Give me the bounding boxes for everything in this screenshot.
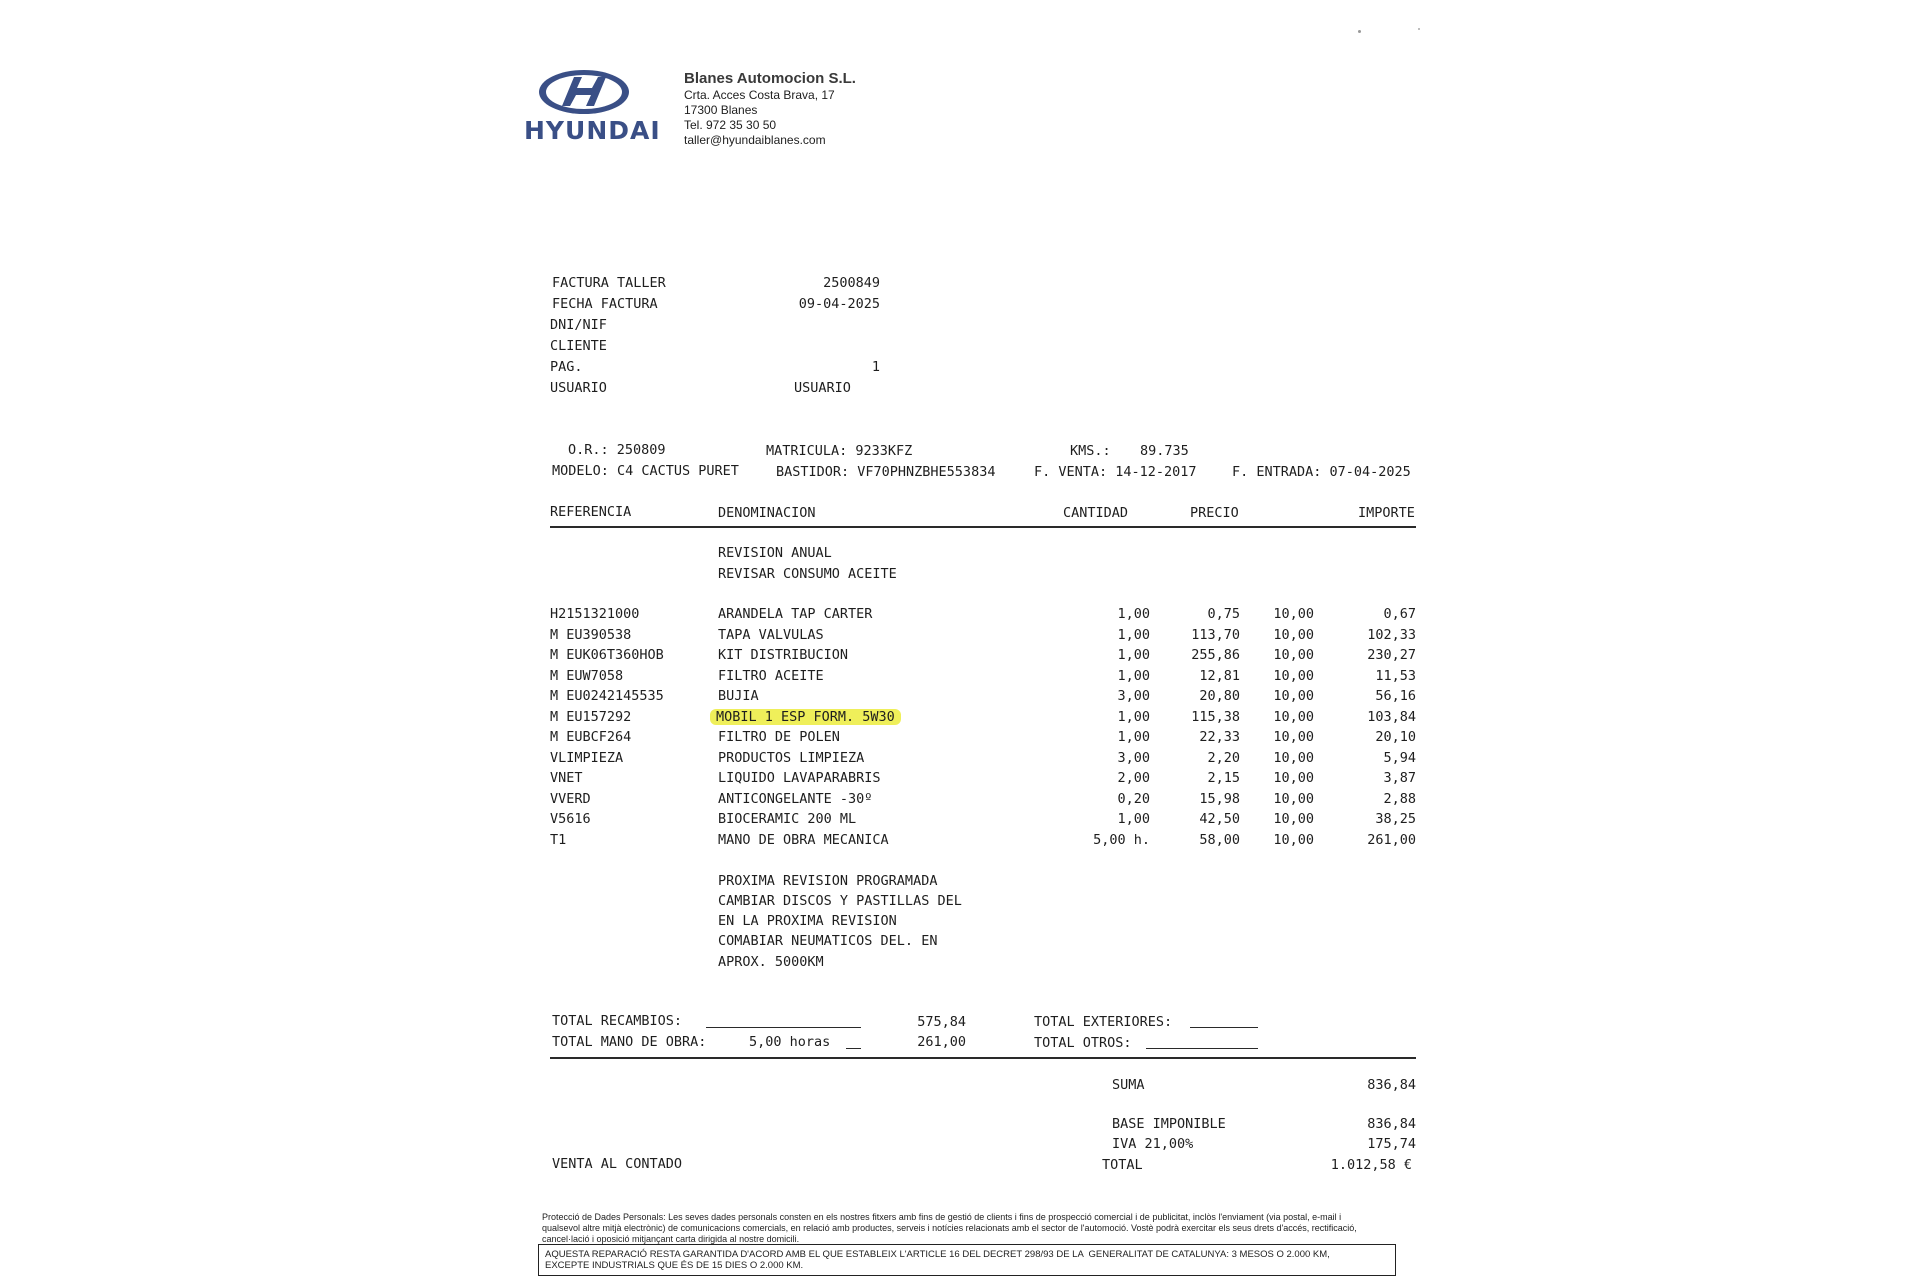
table-row <box>0 688 1920 708</box>
cell-price: 2,20 <box>1207 749 1240 766</box>
table-row <box>0 709 1920 729</box>
cell-price: 113,70 <box>1191 626 1240 643</box>
privacy-line-2: qualsevol altre mitjà electrònic) de comunicacions comercials, en relació amb productes, serveis i notícies relacionats amb el sector de l'automoció. Vostè podrà exercitar els seus drets d'accés, rectificació, <box>542 1223 1357 1233</box>
cell-desc: ANTICONGELANTE -30º <box>718 790 873 807</box>
cell-price: 42,50 <box>1199 811 1240 827</box>
cell-qty: 5,00 h. <box>1093 831 1150 848</box>
company-city: 17300 Blanes <box>684 103 758 117</box>
logo-wordmark: HYUNDAI <box>524 116 661 145</box>
cell-qty: 1,00 <box>1117 667 1150 684</box>
cell-amount: 2,88 <box>1383 790 1416 807</box>
suma-value: 836,84 <box>1367 1077 1416 1093</box>
invoice-number-value: 2500849 <box>823 275 880 291</box>
grand-total-value: 1.012,58 € <box>1330 1157 1412 1173</box>
col-header-cantidad: CANTIDAD <box>1063 505 1129 521</box>
cell-amount: 3,87 <box>1383 770 1416 786</box>
license-plate: MATRICULA: 9233KFZ <box>766 443 913 459</box>
note-line-5: APROX. 5000KM <box>718 954 824 970</box>
page-value: 1 <box>871 359 880 375</box>
header-divider <box>550 526 1416 528</box>
total-mano-obra-hours: 5,00 horas <box>749 1034 831 1050</box>
table-row <box>0 647 1920 667</box>
user-label: USUARIO <box>550 380 607 396</box>
cell-desc: BIOCERAMIC 200 ML <box>718 811 857 827</box>
cell-disc: 10,00 <box>1273 708 1314 725</box>
guarantee-line-1: AQUESTA REPARACIÓ RESTA GARANTIDA D'ACORD AMB EL QUE ESTABLEIX L'ARTICLE 16 DEL DECRET 298/93 DE LA GENERALITAT DE CATALUNYA: 3 MESOS O 2.000 KM, <box>545 1249 1330 1260</box>
cell-price: 15,98 <box>1199 790 1240 807</box>
iva-value: 175,74 <box>1367 1136 1416 1152</box>
cell-desc: FILTRO ACEITE <box>718 667 824 684</box>
table-row <box>0 627 1920 647</box>
table-row <box>0 668 1920 688</box>
cell-amount: 103,84 <box>1367 708 1416 725</box>
page-label: PAG. <box>550 359 583 375</box>
cell-price: 20,80 <box>1199 688 1240 704</box>
cell-amount: 102,33 <box>1367 626 1416 643</box>
cell-price: 0,75 <box>1207 606 1240 622</box>
cell-qty: 3,00 <box>1117 688 1150 704</box>
cell-ref: H2151321000 <box>550 606 640 622</box>
repair-order: O.R.: 250809 <box>568 442 666 458</box>
col-header-referencia: REFERENCIA <box>550 504 632 520</box>
table-row <box>0 811 1920 831</box>
cell-price: 12,81 <box>1199 667 1240 684</box>
cell-ref: VLIMPIEZA <box>550 749 624 766</box>
note-line-2: CAMBIAR DISCOS Y PASTILLAS DEL <box>718 893 962 909</box>
cell-disc: 10,00 <box>1273 790 1314 807</box>
cell-disc: 10,00 <box>1273 667 1314 684</box>
table-row <box>0 770 1920 790</box>
cell-disc: 10,00 <box>1273 770 1314 786</box>
intro-line-2: REVISAR CONSUMO ACEITE <box>718 566 897 582</box>
suma-label: SUMA <box>1112 1077 1145 1093</box>
cell-desc: ARANDELA TAP CARTER <box>718 606 873 622</box>
cell-desc: MANO DE OBRA MECANICA <box>718 831 889 848</box>
table-row <box>0 791 1920 811</box>
guarantee-line-2: EXCEPTE INDUSTRIALS QUE ÉS DE 15 DIES O 2.000 KM. <box>545 1260 804 1271</box>
col-header-importe: IMPORTE <box>1358 505 1415 521</box>
cell-price: 115,38 <box>1191 708 1240 725</box>
cell-desc: FILTRO DE POLEN <box>718 729 840 745</box>
otros-underline <box>1146 1048 1258 1049</box>
cell-qty: 1,00 <box>1117 606 1150 622</box>
vehicle-vin: BASTIDOR: VF70PHNZBHE553834 <box>776 464 996 480</box>
cell-desc: MOBIL 1 ESP FORM. 5W30 <box>710 709 901 725</box>
entry-date: F. ENTRADA: 07-04-2025 <box>1232 464 1411 480</box>
table-row <box>0 750 1920 770</box>
cell-amount: 230,27 <box>1367 647 1416 663</box>
note-line-4: COMABIAR NEUMATICOS DEL. EN <box>718 933 938 949</box>
cell-desc: TAPA VALVULAS <box>718 626 824 643</box>
cell-ref: VVERD <box>550 790 591 807</box>
company-address: Crta. Acces Costa Brava, 17 <box>684 88 835 102</box>
cell-amount: 20,10 <box>1375 729 1416 745</box>
cell-price: 22,33 <box>1199 729 1240 745</box>
cell-desc: PRODUCTOS LIMPIEZA <box>718 749 865 766</box>
kms-value: 89.735 <box>1140 443 1189 459</box>
cell-qty: 1,00 <box>1117 729 1150 745</box>
company-logo <box>524 68 661 146</box>
table-row <box>0 729 1920 749</box>
recambios-underline <box>706 1027 861 1028</box>
base-imponible-value: 836,84 <box>1367 1116 1416 1132</box>
cell-qty: 1,00 <box>1117 708 1150 725</box>
cell-ref: M EU0242145535 <box>550 688 664 704</box>
iva-label: IVA 21,00% <box>1112 1136 1194 1152</box>
total-exteriores-label: TOTAL EXTERIORES: <box>1034 1014 1173 1030</box>
sale-date: F. VENTA: 14-12-2017 <box>1034 464 1197 480</box>
total-otros-label: TOTAL OTROS: <box>1034 1035 1132 1051</box>
cell-amount: 38,25 <box>1375 811 1416 827</box>
cell-qty: 1,00 <box>1117 811 1150 827</box>
cell-ref: M EUBCF264 <box>550 729 632 745</box>
privacy-line-1: Protecció de Dades Personals: Les seves dades personals consten en els nostres fitxers amb fins de gestió de clients i fins de prospecció comercial i de publicitat, inclòs l'enviament (via postal, e-mail i <box>542 1212 1342 1222</box>
mano-obra-underline <box>846 1048 861 1049</box>
cell-amount: 56,16 <box>1375 688 1416 704</box>
cell-ref: VNET <box>550 770 583 786</box>
cell-qty: 0,20 <box>1117 790 1150 807</box>
table-row <box>0 832 1920 852</box>
invoice-date-label: FECHA FACTURA <box>552 296 658 312</box>
company-phone: Tel. 972 35 30 50 <box>684 118 777 132</box>
grand-total-label: TOTAL <box>1102 1157 1143 1173</box>
totals-divider <box>550 1057 1416 1059</box>
scan-dot-2 <box>1418 28 1420 30</box>
base-imponible-label: BASE IMPONIBLE <box>1112 1116 1226 1132</box>
total-mano-obra-label: TOTAL MANO DE OBRA: <box>552 1034 707 1050</box>
cell-disc: 10,00 <box>1273 831 1314 848</box>
invoice-number-label: FACTURA TALLER <box>552 275 666 291</box>
cell-disc: 10,00 <box>1273 749 1314 766</box>
cell-amount: 261,00 <box>1367 831 1416 848</box>
cell-disc: 10,00 <box>1273 606 1314 622</box>
cell-ref: M EU157292 <box>550 708 632 725</box>
scan-dot-1 <box>1358 30 1361 33</box>
total-recambios-label: TOTAL RECAMBIOS: <box>552 1013 683 1029</box>
cell-qty: 1,00 <box>1117 647 1150 663</box>
cell-amount: 5,94 <box>1383 749 1416 766</box>
cell-ref: V5616 <box>550 811 591 827</box>
cell-price: 2,15 <box>1207 770 1240 786</box>
hyundai-logo-icon <box>524 68 658 118</box>
cell-price: 255,86 <box>1191 647 1240 663</box>
cell-ref: M EU390538 <box>550 626 632 643</box>
payment-method: VENTA AL CONTADO <box>552 1156 683 1172</box>
cell-disc: 10,00 <box>1273 729 1314 745</box>
company-name: Blanes Automocion S.L. <box>684 70 856 87</box>
cell-disc: 10,00 <box>1273 626 1314 643</box>
cell-ref: T1 <box>550 831 567 848</box>
cell-amount: 11,53 <box>1375 667 1416 684</box>
cell-ref: M EUW7058 <box>550 667 624 684</box>
cell-disc: 10,00 <box>1273 688 1314 704</box>
cell-ref: M EUK06T360HOB <box>550 647 664 663</box>
vehicle-model: MODELO: C4 CACTUS PURET <box>552 463 739 479</box>
total-mano-obra-value: 261,00 <box>917 1034 966 1050</box>
col-header-precio: PRECIO <box>1190 505 1239 521</box>
privacy-line-3: cancel·lació i oposició mitjançant carta dirigida al nostre domicili. <box>542 1234 800 1244</box>
cell-qty: 1,00 <box>1117 626 1150 643</box>
invoice-date-value: 09-04-2025 <box>798 296 880 312</box>
cell-disc: 10,00 <box>1273 647 1314 663</box>
cell-disc: 10,00 <box>1273 811 1314 827</box>
dni-label: DNI/NIF <box>550 317 607 333</box>
kms-label: KMS.: <box>1070 443 1111 459</box>
guarantee-box <box>538 1244 1396 1276</box>
note-line-1: PROXIMA REVISION PROGRAMADA <box>718 873 938 889</box>
user-value: USUARIO <box>794 380 851 396</box>
client-label: CLIENTE <box>550 338 607 354</box>
cell-price: 58,00 <box>1199 831 1240 848</box>
cell-amount: 0,67 <box>1383 606 1416 622</box>
cell-desc: KIT DISTRIBUCION <box>718 647 849 663</box>
cell-desc: LIQUIDO LAVAPARABRIS <box>718 770 881 786</box>
cell-qty: 2,00 <box>1117 770 1150 786</box>
intro-line-1: REVISION ANUAL <box>718 545 832 561</box>
exteriores-underline <box>1190 1027 1258 1028</box>
total-recambios-value: 575,84 <box>917 1014 966 1030</box>
col-header-denominacion: DENOMINACION <box>718 505 816 521</box>
company-email: taller@hyundaiblanes.com <box>684 133 826 147</box>
cell-desc: BUJIA <box>718 688 759 704</box>
table-row <box>0 606 1920 626</box>
cell-qty: 3,00 <box>1117 749 1150 766</box>
note-line-3: EN LA PROXIMA REVISION <box>718 913 897 929</box>
